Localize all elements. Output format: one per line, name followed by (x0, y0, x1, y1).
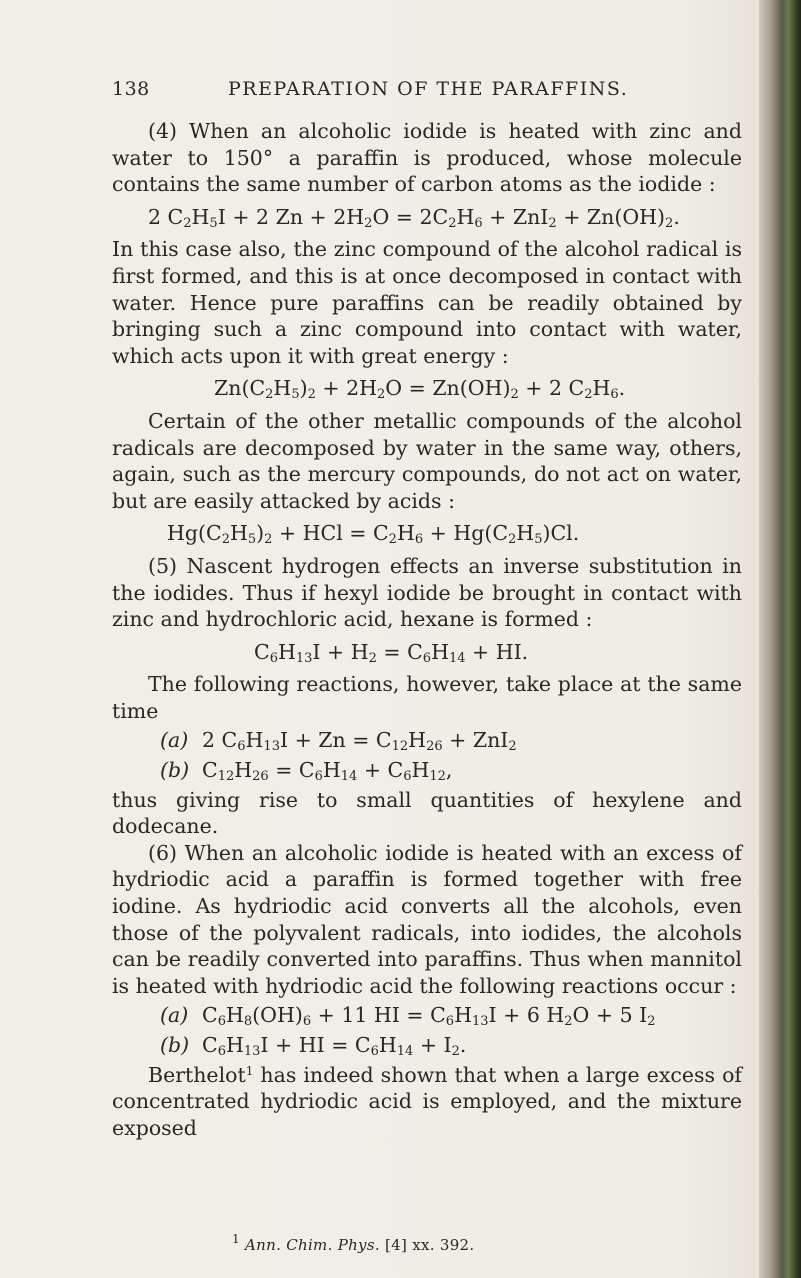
berthelot-name: Berthelot (148, 1062, 246, 1087)
footnote-marker: 1 (245, 1063, 254, 1078)
paragraph-4-body: In this case also, the zinc compound of the alcohol radical is first formed, and this is at once decomposed in contact with water. Hence pure paraffins can be readily obtained by bringing such a zinc compound into contact with water, which acts upon it with great energy : (112, 237, 742, 368)
paragraph-berthelot (112, 1062, 742, 1142)
paragraph-5-thus: thus giving rise to small quantities of hexylene and dodecane. (112, 787, 742, 839)
page-body (112, 118, 742, 1141)
equation-ethyl-iodide-zinc-water: 2 $C_2H_5I + 2$ $Zn + 2H_2O = 2C_2H_6 + ZnI_2 + Zn(OH)_2$. (148, 204, 680, 231)
equation-label-b: (b) (160, 758, 190, 783)
equation-6b: (b) $C_6H_{13}I$ + HI = $C_6H_{14} + I_2$. (160, 1033, 467, 1059)
paragraph-5-following: The following reactions, however, take place at the same time (112, 672, 742, 723)
paragraph-4-certain: Certain of the other metallic compounds of the alcohol radicals are decomposed by water in the same way, others, again, such as the mercury compounds, do not act on water, but are easily attacked by acids : (112, 408, 742, 513)
equation-mercury-ethyl-hcl: $Hg(C_2H_5)_2$ + HCl = $C_2H_6 + Hg(C_2H_5)Cl$. (167, 521, 580, 548)
running-title: PREPARATION OF THE PARAFFINS. (228, 78, 629, 100)
equation-label-a: (a) (160, 1003, 189, 1028)
equation-hexyl-iodide-hydrogen: $C_6H_{13}I + H_2 = C_6H_{14}$ + HI. (254, 639, 529, 666)
equation-5b: (b) $C_{12}H_{26} = C_6H_{14} + C_6H_{12}$, (160, 758, 453, 785)
equation-label-a: (a) (160, 728, 189, 753)
paragraph-4-intro: (4) When an alcoholic iodide is heated with zinc and water to 150° a paraffin is produced, whose molecule contains the same number of carbon atoms as the iodide : (112, 119, 742, 197)
equation-6a: (a) $C_6H_8(OH)_6 + 11$ HI = $C_6H_{13}I + 6$ $H_2O + 5$ $I_2$ (160, 1003, 656, 1030)
equation-5a: (a) 2 $C_6H_{13}I + Zn = C_{12}H_{26} + ZnI_2$ (160, 728, 517, 755)
paragraph-5-intro: (5) Nascent hydrogen effects an inverse substitution in the iodides. Thus if hexyl iodide be brought in contact with zinc and hydrochloric acid, hexane is formed : (112, 553, 742, 632)
paragraph-6-intro: (6) When an alcoholic iodide is heated with an excess of hydriodic acid a paraffin is formed together with free iodine. As hydriodic acid converts all the alcohols, even those of the polyvalent radicals, into iodides, the alcohols can be readily converted into paraffins. Thus when mannitol is heated with hydriodic acid the following reactions occur : (112, 840, 742, 998)
footnote (232, 1232, 475, 1254)
book-spine-edge (759, 0, 801, 1278)
berthelot-text: has indeed shown that when a large excess of concentrated hydriodic acid is employed, and the mixture exposed (112, 1062, 742, 1140)
equation-zinc-ethyl-water: $Zn(C_2H_5)_2 + 2H_2O = Zn(OH)_2 + 2$ $C_2H_6$. (214, 376, 626, 403)
equation-label-b: (b) (160, 1033, 190, 1057)
page-number: 138 (112, 78, 150, 100)
footnote-number: 1 (232, 1232, 240, 1246)
footnote-reference: [4] xx. 392. (379, 1236, 475, 1254)
footnote-journal: Ann. Chim. Phys. (245, 1236, 380, 1254)
